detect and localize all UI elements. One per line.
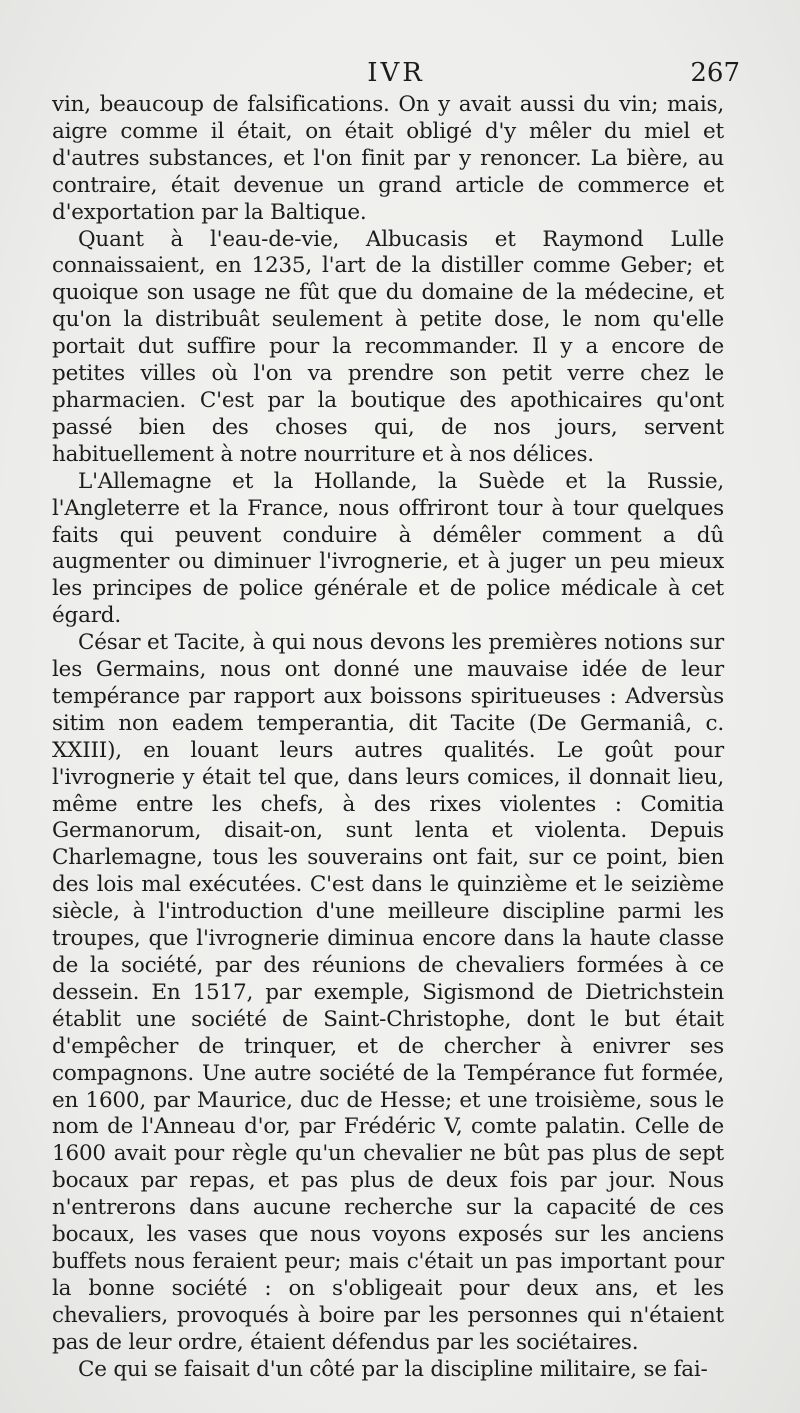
body-text — [52, 92, 724, 1384]
page-number: 267 — [690, 58, 740, 88]
running-title: IVR — [367, 58, 425, 88]
paragraph-3: L'Allemagne et la Hollande, la Suède et la Russie, l'Angleterre et la France, nous offriront tour à tour quelques faits qui peuvent conduire à démêler comment a dû augmenter ou diminuer l'ivrognerie, et à juger un peu mieux les principes de police générale et de police médicale à cet égard. — [52, 468, 724, 629]
paragraph-2: Quant à l'eau-de-vie, Albucasis et Raymond Lulle connaissaient, en 1235, l'art de la distiller comme Geber; et quoique son usage ne fût que du domaine de la médecine, et qu'on la distribuât seulement à petite dose, le nom qu'elle portait dut suffire pour la recommander. Il y a encore de petites villes où l'on va prendre son petit verre chez le pharmacien. C'est par la boutique des apothicaires qu'ont passé bien des choses qui, de nos jours, servent habituellement à notre nourriture et à nos délices. — [52, 226, 724, 467]
paragraph-4: César et Tacite, à qui nous devons les premières notions sur les Germains, nous ont donné une mauvaise idée de leur tempérance par rapport aux boissons spiritueuses : Adversùs sitim non eadem temperantia, dit Tacite (De Germaniâ, c. XXIII), en louant leurs autres qualités. Le goût pour l'ivrognerie y était tel que, dans leurs comices, il donnait lieu, même entre les chefs, à des rixes violentes : Comitia Germanorum, disait-on, sunt lenta et violenta. Depuis Charlemagne, tous les souverains ont fait, sur ce point, bien des lois mal exécutées. C'est dans le quinzième et le seizième siècle, à l'introduction d'une meilleure discipline parmi les troupes, que l'ivrognerie diminua encore dans la haute classe de la société, par des réunions de chevaliers formées à ce dessein. En 1517, par exemple, Sigismond de Dietrichstein établit une société de Saint-Christophe, dont le but était d'empêcher de trinquer, et de chercher à enivrer ses compagnons. Une autre société de la Tempérance fut formée, en 1600, par Maurice, duc de Hesse; et une troisième, sous le nom de l'Anneau d'or, par Frédéric V, comte palatin. Celle de 1600 avait pour règle qu'un chevalier ne bût pas plus de sept bocaux par repas, et pas plus de deux fois par jour. Nous n'entrerons dans aucune recherche sur la capacité de ces bocaux, les vases que nous voyons exposés sur les anciens buffets nous feraient peur; mais c'était un pas important pour la bonne société : on s'obligeait pour deux ans, et les chevaliers, provoqués à boire par les personnes qui n'étaient pas de leur ordre, étaient défendus par les sociétaires. — [52, 630, 724, 1355]
page-header — [52, 58, 740, 92]
paragraph-1: vin, beaucoup de falsifications. On y avait aussi du vin; mais, aigre comme il était, on était obligé d'y mêler du miel et d'autres substances, et l'on finit par y renoncer. La bière, au contraire, était devenue un grand article de commerce et d'exportation par la Baltique. — [52, 92, 724, 225]
paragraph-5: Ce qui se faisait d'un côté par la discipline militaire, se fai- — [78, 1356, 708, 1382]
